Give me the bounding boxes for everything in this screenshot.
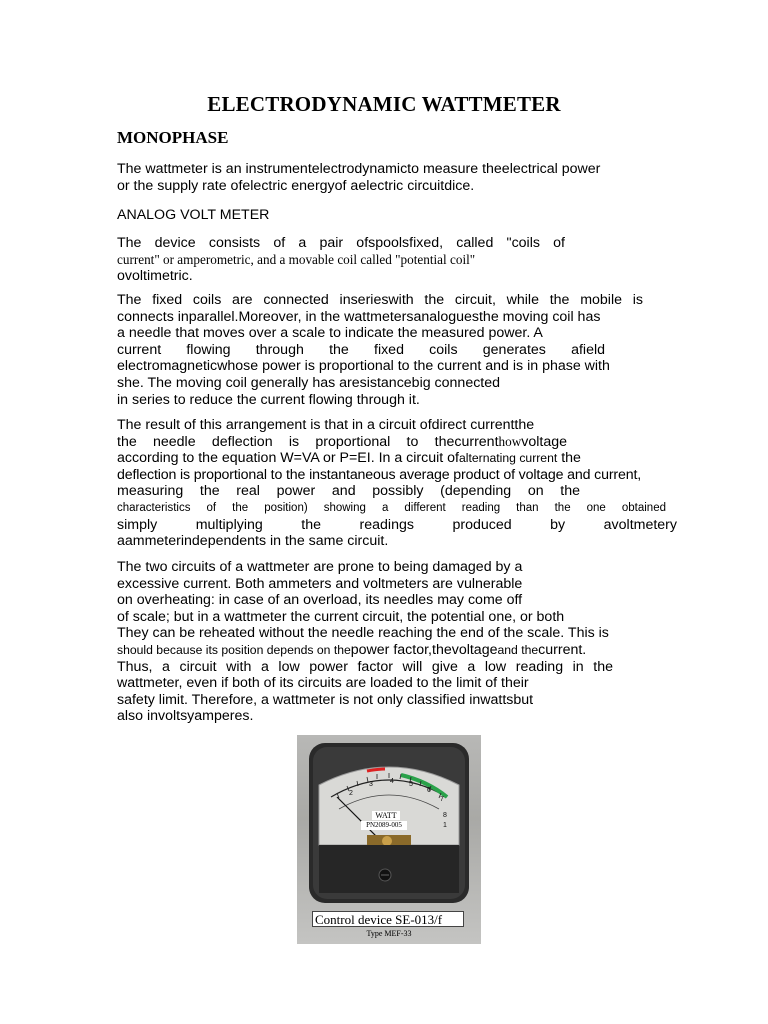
text-line: also involtsyamperes. [117,708,254,725]
text-line: of scale; but in a wattmeter the current circuit, the potential one, or both [117,608,565,625]
text-line: current flowing through the fixed coils generates afield [117,341,605,358]
photo-type-label: Type MEF-33 [366,929,412,938]
text-line: The wattmeter is an instrumentelectrodynamicto measure theelectrical power [117,161,601,177]
scale-number: 5 [409,781,413,788]
text-line: simply multiplying the readings produced by avoltmetery [117,516,677,533]
text-line [117,642,643,659]
paragraph-coils [117,292,643,408]
document-title: ELECTRODYNAMIC WATTMETER [207,92,561,116]
text-line: They can be reheated without the needle reaching the end of the scale. This is [117,625,609,642]
scale-number: 8 [443,812,447,819]
wattmeter-photo [297,735,481,944]
dial-face [319,767,459,845]
scale-number: 7 [440,796,444,803]
scale-number: 1 [443,822,447,829]
pivot-hub [382,836,392,846]
text-fragment: alternating current [459,451,558,466]
paragraph-device [117,235,565,285]
text-fragment: the needle deflection is proportional to thecurrent [117,433,499,450]
text-line: characteristics of the position) showing a different reading than the one obtained [117,501,666,514]
paragraph-intro [117,161,643,194]
scale-number: 6 [427,787,431,794]
text-line: a needle that moves over a scale to indicate the measured power. A [117,325,543,342]
text-line: The result of this arrangement is that in a circuit ofdirect currentthe [117,417,535,433]
text-line: electromagneticwhose power is proportional to the current and is in phase with [117,358,610,375]
scale-number: 2 [349,790,353,797]
text-line: aammeterindependents in the same circuit. [117,533,389,550]
text-line: deflection is proportional to the instantaneous average product of voltage and current, [117,466,642,483]
paragraph-heading-analog [117,207,643,224]
text-fragment: and the [497,642,539,657]
paragraph-circuits [117,559,643,725]
text-fragment: current. [538,641,587,658]
text-line: excessive current. Both ammeters and voltmeters are vulnerable [117,575,523,592]
part-number-label: PN2089-005 [361,821,407,830]
text-line: measuring the real power and possibly (depending on the [117,483,580,500]
text-line: on overheating: in case of an overload, its needles may come off [117,592,523,609]
text-line: current" or amperometric, and a movable coil called "potential coil" [117,251,476,267]
text-line: Thus, a circuit with a low power factor will give a low reading in the [117,658,613,675]
photo-caption: Control device SE-013/f [312,911,464,927]
dial-label: WATT [372,811,400,820]
text-line: connects inparallel.Moreover, in the wattmetersanaloguesthe moving coil has [117,308,601,325]
text-fragment: power factor, [350,641,432,658]
text-line: safety limit. Therefore, a wattmeter is not only classified inwattsbut [117,691,534,708]
text-line [117,450,677,467]
text-line: or the supply rate ofelectric energyof aelectric circuitdice. [117,177,475,194]
text-line: ovoltimetric. [117,268,193,285]
text-fragment: the [432,641,452,658]
text-line: in series to reduce the current flowing through it. [117,391,420,408]
text-line: The fixed coils are connected inserieswith the circuit, while the mobile is [117,292,643,308]
scale-number: 3 [369,781,373,788]
scale-number: 4 [390,778,394,785]
section-heading: MONOPHASE [117,128,229,147]
text-line: she. The moving coil generally has aresistancebig connected [117,374,501,391]
text-fragment: the [557,450,581,467]
text-line: The two circuits of a wattmeter are prone to being damaged by a [117,559,523,575]
text-fragment: according to the equation W=VA or P=EI. In a circuit of [117,450,460,467]
text-line: wattmeter, even if both of its circuits are loaded to the limit of their [117,675,529,692]
text-fragment: how [498,433,522,449]
paragraph-result [117,417,677,550]
text-line: The device consists of a pair ofspoolsfixed, called "coils of [117,235,565,251]
housing-lower [319,845,459,893]
text-line: ANALOG VOLT METER [117,207,270,223]
text-fragment: voltage [521,433,567,450]
text-fragment: should because its position depends on the [117,642,351,657]
text-line [117,434,567,451]
text-fragment: voltage [451,641,498,658]
